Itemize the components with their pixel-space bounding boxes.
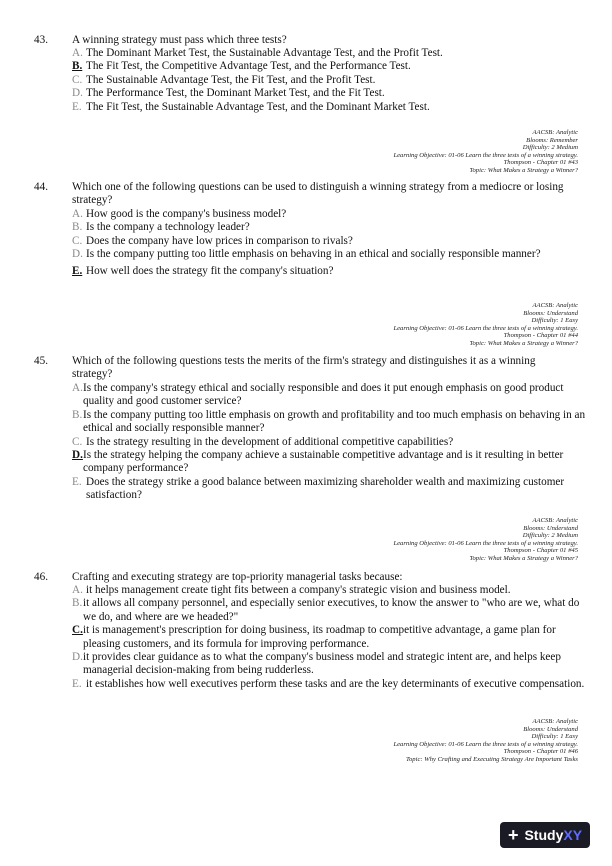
meta-blooms: Blooms: Understand [523,309,578,317]
option-letter: A. [72,47,83,59]
option-text: Is the company's strategy ethical and socially responsible and does it put enough emphasis on good product quality and good customer service? [83,382,564,408]
answer-options [72,208,587,278]
option-text: Is the company putting too little emphasis on growth and profitability and too much emphasis on behaving in an ethical and socially responsible manner? [83,408,586,435]
option-text: Does the company have low prices in comparison to rivals? [86,234,353,247]
option-text: it establishes how well executives perform these tasks and are the key determinants of executive compensation. [86,677,585,690]
meta-difficulty: Difficulty: 1 Easy [531,733,578,741]
option-letter: A. [72,382,83,394]
option-c [72,436,587,449]
option-letter: C. [72,73,83,86]
question-metadata [393,129,578,175]
question-stem: Which of the following questions tests the merits of the firm's strategy and distinguishes it as a winning strategy? [72,355,536,381]
meta-topic: Topic: What Makes a Strategy a Winner? [469,166,578,174]
question-number: 43. [34,34,48,46]
meta-objective: Learning Objective: 01-06 Learn the three tests of a winning strategy. [393,151,578,159]
option-text: The Dominant Market Test, the Sustainable Advantage Test, and the Profit Test. [86,47,443,59]
logo-text: StudyXY [524,827,583,843]
option-e [72,678,587,691]
option-c [72,235,587,248]
meta-topic: Topic: What Makes a Strategy a Winner? [469,554,578,562]
option-letter: C. [72,435,83,448]
meta-difficulty: Difficulty: 1 Easy [531,317,578,325]
option-text: Is the strategy helping the company achieve a sustainable competitive advantage and is it resulting in better company performance? [83,449,564,475]
option-e [72,476,587,503]
question-stem: A winning strategy must pass which three tests? [72,34,287,46]
option-e [72,101,587,114]
option-letter: E. [72,475,82,488]
question-metadata [393,517,578,563]
option-b [72,221,587,234]
meta-source: Thompson - Chapter 01 #44 [503,332,578,340]
question-number: 45. [34,355,48,367]
option-text: it is management's prescription for doing business, its roadmap to competitive advantage, a game plan for pleasing customers, and its formula for improving performance. [83,624,556,650]
meta-blooms: Blooms: Remember [526,136,578,144]
option-text: Is the company a technology leader? [86,221,250,234]
answer-options [72,47,587,114]
option-letter: C. [72,234,83,247]
option-letter: B. [72,408,83,421]
option-text: Is the company putting too little emphasis on behaving in an ethical and socially responsible manner? [86,248,541,261]
option-b [72,597,587,624]
option-e-correct [72,265,587,278]
option-letter: D. [72,248,83,261]
option-letter: B. [72,221,83,234]
meta-objective: Learning Objective: 01-06 Learn the three tests of a winning strategy. [393,324,578,332]
option-text: it provides clear guidance as to what the company's business model and strategic intent are, and helps keep managerial decision-making from being rudderless. [83,651,561,677]
question-metadata [393,718,578,764]
option-c-correct [72,624,587,651]
meta-aacsb: AACSB: Analytic [532,129,578,136]
option-a [72,47,587,60]
option-text: Does the strategy strike a good balance between maximizing shareholder wealth and maximizing customer satisfaction? [86,475,565,502]
option-text: The Performance Test, the Dominant Market Test, and the Fit Test. [86,87,385,100]
option-text: How good is the company's business model? [86,208,287,220]
option-text: How well does the strategy fit the company's situation? [86,264,334,277]
meta-objective: Learning Objective: 01-06 Learn the three tests of a winning strategy. [393,539,578,547]
question-metadata [393,302,578,348]
question-stem: Which one of the following questions can be used to distinguish a winning strategy from a mediocre or losing strategy? [72,181,564,207]
option-text: it helps management create tight fits between a company's strategic vision and business model. [86,584,511,596]
meta-source: Thompson - Chapter 01 #46 [503,748,578,756]
meta-blooms: Blooms: Understand [523,725,578,733]
meta-topic: Topic: What Makes a Strategy a Winner? [469,339,578,347]
option-text: The Sustainable Advantage Test, the Fit Test, and the Profit Test. [86,73,376,86]
option-text: The Fit Test, the Sustainable Advantage Test, and the Dominant Market Test. [86,100,430,113]
option-a [72,208,587,221]
option-letter: B. [72,60,83,73]
meta-blooms: Blooms: Understand [523,524,578,532]
option-letter: A. [72,584,83,596]
answer-options [72,382,587,503]
meta-aacsb: AACSB: Analytic [532,718,578,725]
option-d [72,87,587,100]
option-text: it allows all company personnel, and especially senior executives, to know the answer to "who are we, what do we do, and where are we headed?" [83,597,580,623]
option-text: Is the strategy resulting in the development of additional competitive capabilities? [86,435,454,448]
option-letter: D. [72,87,83,100]
meta-source: Thompson - Chapter 01 #43 [503,159,578,167]
meta-topic: Topic: Why Crafting and Executing Strategy Are Important Tasks [405,755,578,763]
option-d [72,651,587,678]
question-number: 46. [34,571,48,583]
option-c [72,74,587,87]
meta-aacsb: AACSB: Analytic [532,302,578,309]
option-d [72,248,587,261]
option-a [72,584,587,597]
meta-aacsb: AACSB: Analytic [532,517,578,524]
studyxy-logo[interactable] [500,822,590,848]
question-stem: Crafting and executing strategy are top-priority managerial tasks because: [72,571,403,583]
meta-difficulty: Difficulty: 2 Medium [522,532,578,540]
plus-icon: + [507,824,519,845]
option-letter: E. [72,100,82,113]
option-b-correct [72,60,587,73]
option-d-correct [72,449,587,476]
meta-difficulty: Difficulty: 2 Medium [522,144,578,152]
option-letter: B. [72,597,83,610]
question-number: 44. [34,181,48,193]
option-letter: E. [72,264,83,277]
meta-objective: Learning Objective: 01-06 Learn the three tests of a winning strategy. [393,740,578,748]
answer-options [72,584,587,691]
option-b [72,409,587,436]
option-letter: D. [72,651,83,664]
option-letter: E. [72,677,82,690]
option-letter: C. [72,624,83,637]
option-letter: A. [72,208,83,220]
meta-source: Thompson - Chapter 01 #45 [503,547,578,555]
option-text: The Fit Test, the Competitive Advantage Test, and the Performance Test. [86,60,411,73]
option-letter: D. [72,449,83,462]
option-a [72,382,587,409]
